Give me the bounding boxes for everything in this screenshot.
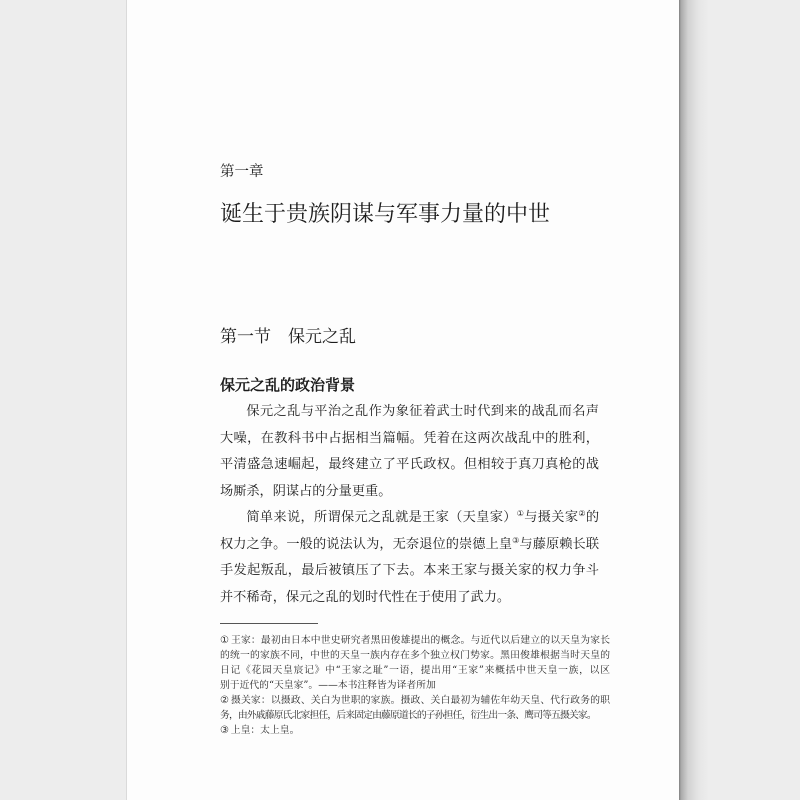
text-run: 场厮杀，阴谋占的分量更重。 (220, 483, 392, 499)
footnote-text: 王家：最初由日本中世史研究者黑田俊雄提出的概念。与近代以后建立的以天皇为家长 (230, 635, 610, 646)
paragraph (220, 399, 599, 505)
subsection-heading: 保元之乱的政治背景 (220, 376, 356, 394)
footnote (220, 723, 610, 738)
body-text (220, 399, 599, 611)
text-run: 平清盛急速崛起，最终建立了平氏政权。但相较于真刀真枪的战 (220, 457, 599, 472)
footnote-text: 别于近代的“天皇家”。——本书注释皆为译者所加 (220, 680, 436, 691)
footnote-ref-1: ① (516, 509, 525, 518)
text-run: 简单来说，所谓保元之乱就是王家（天皇家） (246, 510, 517, 525)
footnote-text: 摄关家：以摄政、关白为世职的家族。摄政、关白最初为辅佐年幼天皇、代行政务的职 (230, 695, 610, 706)
footnote-text: 的统一的家族不同，中世的天皇一族内存在多个独立权门势家。黑田俊雄根据当时天皇的 (220, 650, 610, 661)
footnote-line (220, 708, 610, 723)
text-run: 与藤原赖长联 (519, 536, 600, 552)
footnote-marker: ② (220, 695, 229, 706)
text-line (220, 426, 599, 453)
footnote-text: 日记《花园天皇宸记》中“王家之耻”一语，提出用“王家”来概括中世天皇一族，以区 (220, 665, 610, 676)
text-line (220, 452, 599, 479)
text-run: 并不稀奇，保元之乱的划时代性在于使用了武力。 (220, 589, 511, 605)
chapter-title: 诞生于贵族阴谋与军事力量的中世 (220, 202, 551, 227)
footnote-line (220, 678, 610, 693)
footnotes (220, 633, 610, 738)
text-run: 权力之争。一般的说法认为，无奈退位的崇德上皇 (220, 536, 513, 552)
footnote-line (220, 663, 610, 678)
footnote-marker: ① (220, 635, 229, 646)
chapter-label: 第一章 (220, 164, 264, 180)
text-run: 保元之乱与平治之乱作为象征着武士时代到来的战乱而名声 (246, 404, 599, 419)
text-line (220, 585, 599, 612)
footnote-line (220, 723, 610, 738)
book-page (127, 0, 679, 800)
text-run: 的 (585, 510, 600, 525)
text-run: 大噪，在教科书中占据相当篇幅。凭着在这两次战乱中的胜利， (220, 430, 599, 446)
page-edge-shadow (679, 0, 709, 800)
text-run: 与摄关家 (524, 510, 579, 525)
footnote-line (220, 693, 610, 708)
footnote-marker: ③ (220, 725, 229, 736)
footnote-line (220, 633, 610, 648)
footnote-ref-3: ③ (512, 535, 520, 545)
footnote-text: 上皇：太上皇。 (230, 725, 300, 736)
text-line (220, 479, 599, 506)
text-line (220, 505, 599, 532)
text-line (220, 532, 599, 559)
footnote-text: 务，由外戚藤原氏北家担任，后来固定由藤原道长的子孙担任，衍生出一条、鹰司等五摄关家。 (220, 710, 596, 721)
section-heading (220, 326, 356, 348)
footnote-rule (220, 623, 318, 624)
footnote (220, 693, 610, 723)
section-number: 第一节 (220, 327, 271, 347)
text-line (220, 558, 599, 585)
text-line (220, 399, 599, 426)
footnote-ref-2: ② (578, 509, 586, 518)
text-run: 手发起叛乱，最后被镇压了下去。本来王家与摄关家的权力争斗 (220, 563, 599, 578)
section-title: 保元之乱 (288, 327, 356, 347)
footnote-line (220, 648, 610, 663)
footnote (220, 633, 610, 693)
paragraph (220, 505, 599, 611)
